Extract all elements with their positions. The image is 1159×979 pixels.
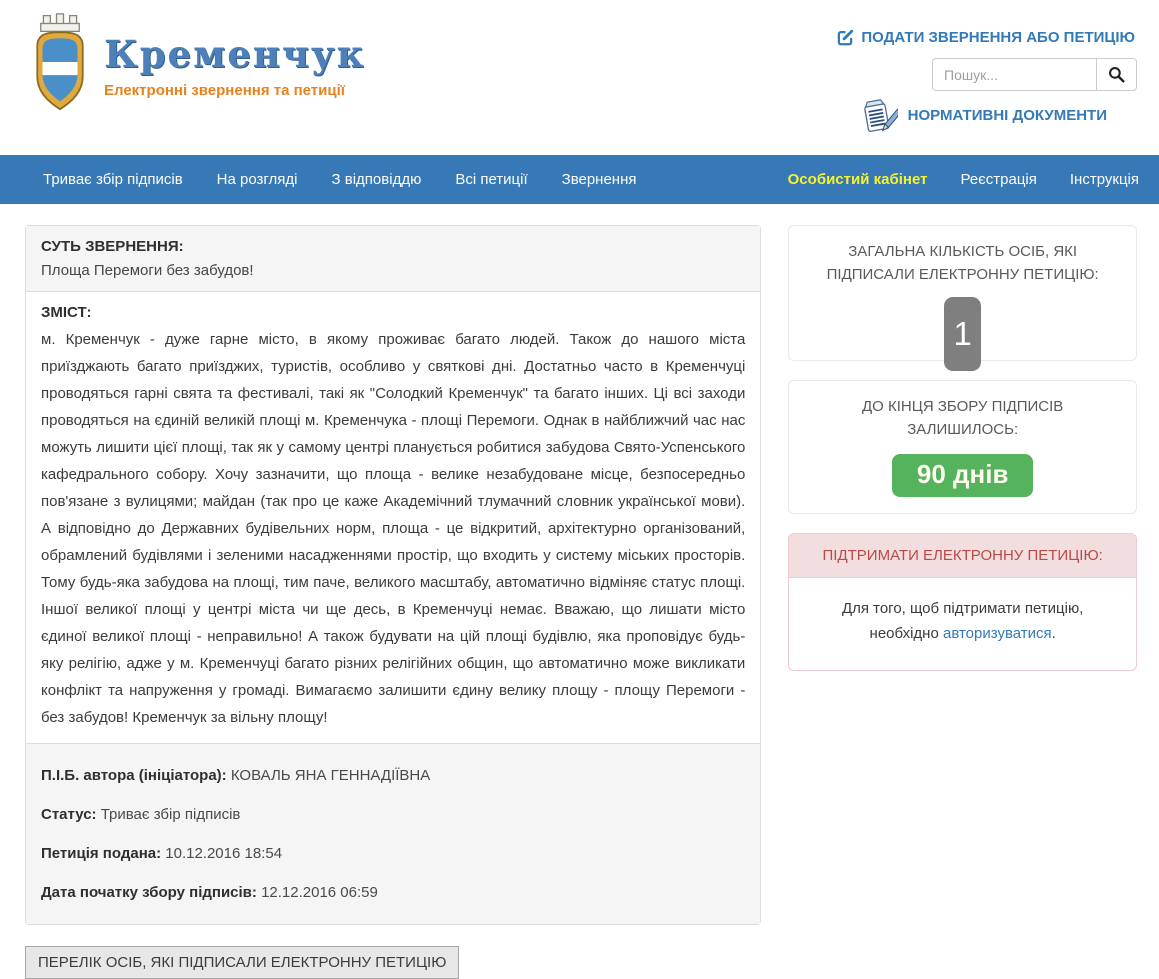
meta-status: Статус: Триває збір підписів — [41, 806, 241, 823]
content-text: м. Кременчук - дуже гарне місто, в якому проживає багато людей. Також до нашого міста приїзджають багато приїзджих, туристів, особливо у святкові дні. Достатньо часто в Кременчуці проводяться гарні свята та фестивалі, такі як "Солодкий Кременчук" та багато інших. Ці всі заходи проводяться на єдиній великій площі м. Кременчука - площі Перемоги. Однак в найближчий час нас можуть лишити цієї площі, так як у самому центрі планується робитися забудова Свято-Успенського кафедрального собору. Хочу зазначити, що площа - велике незабудоване місце, безпосередньо пов'язане з вулицями; майдан (так про це каже Академічний тлумачний словник української мови). А відповідно до Державних будівельних норм, площа - це відкритий, архітектурно організований, обрамлений будівлями і зеленими насадженнями простір, що входить у систему міських просторів. Тому будь-яка забудова на площі, тим паче, великого масштабу, автоматично відміняє статус площі. Іншої великої площі у центрі міста чи ще десь, в Кременчуці немає. Вважаю, що лишати місто єдиної великої площі - неправильно! А також будувати на цій площі будівлю, яка проповідує будь-яку релігію, адже у м. Кременчуці багато різних релігійних общин, що автоматично може викликати конфлікт та напруження у громаді. Вимагаємо залишити єдину велику площу - площу Перемоги - без забудов! Кременчук за вільну площу! — [41, 331, 746, 726]
nav-item-appeals[interactable]: Звернення — [561, 170, 637, 188]
documents-icon — [861, 97, 898, 134]
total-signatures-panel — [788, 225, 1137, 361]
site-header — [0, 0, 1159, 155]
content-label: ЗМІСТ: — [41, 304, 92, 321]
nav-item-collecting[interactable]: Триває збір підписів — [43, 170, 183, 188]
support-petition-panel — [788, 533, 1137, 671]
main-navbar — [0, 155, 1159, 204]
petition-details — [25, 225, 761, 979]
site-title: Кременчук — [104, 32, 366, 76]
days-left-badge: 90 днів — [892, 454, 1034, 497]
meta-author: П.І.Б. автора (ініціатора): КОВАЛЬ ЯНА ГЕННАДІЇВНА — [41, 767, 431, 784]
support-petition-text — [789, 578, 1136, 670]
normative-documents-label: НОРМАТИВНІ ДОКУМЕНТИ — [907, 107, 1107, 124]
petition-subject-row — [26, 226, 760, 291]
main-content — [0, 204, 1159, 979]
days-left-panel — [788, 380, 1137, 514]
sidebar — [788, 225, 1137, 690]
compose-icon — [837, 29, 854, 46]
meta-submitted-date: Петиція подана: 10.12.2016 18:54 — [41, 845, 283, 862]
petition-content-row — [26, 291, 760, 743]
coat-of-arms-icon — [32, 12, 88, 112]
search-box — [932, 58, 1137, 91]
signers-list-button[interactable]: ПЕРЕЛІК ОСІБ, ЯКІ ПІДПИСАЛИ ЕЛЕКТРОННУ ПЕТИЦІЮ — [25, 946, 459, 979]
signature-count-badge: 1 — [944, 297, 981, 371]
brand[interactable] — [32, 12, 365, 112]
search-button[interactable] — [1096, 58, 1137, 91]
meta-signing-start-date: Дата початку збору підписів: 12.12.2016 06:59 — [41, 884, 378, 901]
nav-left — [43, 171, 637, 189]
support-text-after: . — [1051, 624, 1056, 642]
nav-item-answered[interactable]: З відповіддю — [331, 170, 422, 188]
submit-petition-link[interactable] — [837, 29, 1135, 46]
petition-meta-row — [26, 743, 760, 924]
submit-petition-label: ПОДАТИ ЗВЕРНЕННЯ АБО ПЕТИЦІЮ — [861, 29, 1135, 46]
petition-card — [25, 225, 761, 925]
days-left-heading: ДО КІНЦЯ ЗБОРУ ПІДПИСІВ ЗАЛИШИЛОСЬ: — [862, 398, 1064, 438]
support-text-before: Для того, щоб підтримати петицію, необхідно — [841, 600, 1084, 642]
nav-item-personal-cabinet[interactable]: Особистий кабінет — [787, 170, 928, 188]
nav-item-registration[interactable]: Реєстрація — [960, 170, 1037, 188]
search-icon — [1108, 66, 1125, 83]
total-signatures-heading: ЗАГАЛЬНА КІЛЬКІСТЬ ОСІБ, ЯКІ ПІДПИСАЛИ ЕЛЕКТРОННУ ПЕТИЦІЮ: — [826, 243, 1099, 283]
site-subtitle: Електронні звернення та петиції — [104, 82, 345, 99]
support-petition-heading: ПІДТРИМАТИ ЕЛЕКТРОННУ ПЕТИЦІЮ: — [789, 534, 1136, 578]
nav-item-instruction[interactable]: Інструкція — [1069, 170, 1139, 188]
nav-right — [788, 171, 1139, 189]
subject-label: СУТЬ ЗВЕРНЕННЯ: — [41, 238, 184, 255]
nav-item-in-review[interactable]: На розгляді — [216, 170, 298, 188]
authorize-link[interactable]: авторизуватися — [942, 624, 1052, 642]
subject-text: Площа Перемоги без забудов! — [41, 262, 254, 279]
search-input[interactable] — [932, 58, 1096, 91]
normative-documents-link[interactable] — [861, 97, 1107, 134]
nav-item-all-petitions[interactable]: Всі петиції — [455, 170, 528, 188]
